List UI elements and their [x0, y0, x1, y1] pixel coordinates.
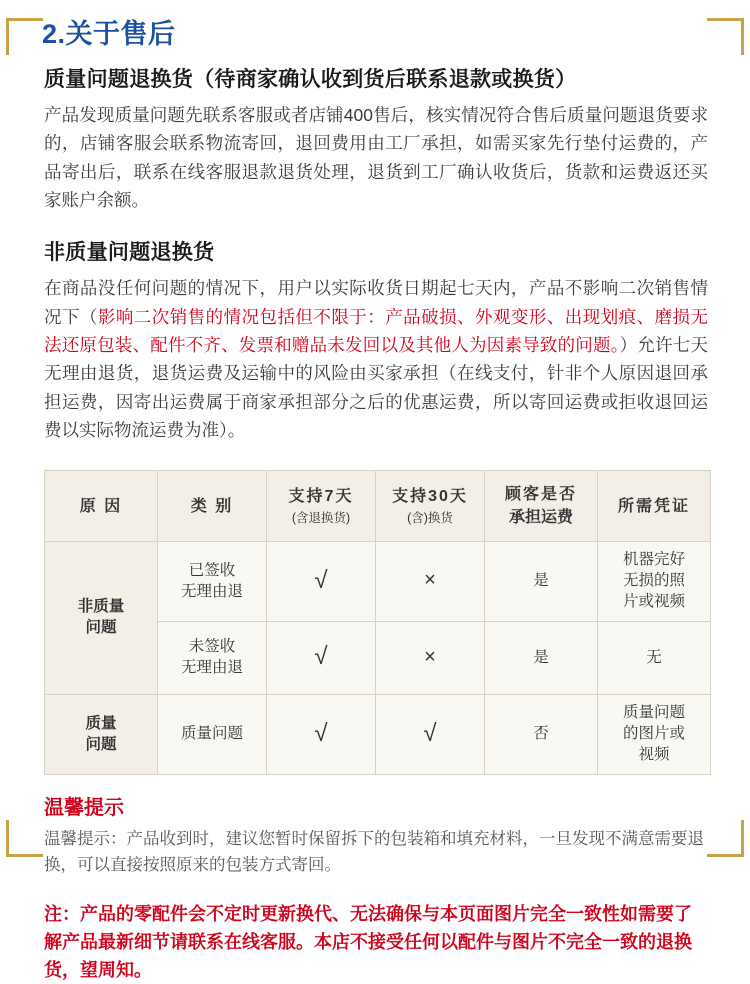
non-quality-body-part1: 在商品没任何问题的情况下，用户以实际收货日期起七天内，产品不影响二次销售情况下（ — [44, 278, 708, 327]
row2-customer-pays-value: 是 — [533, 648, 549, 666]
reason-line-1: 非质量 — [77, 598, 125, 616]
table-body — [45, 542, 711, 775]
row3-evidence — [598, 695, 711, 775]
table-head — [45, 471, 711, 542]
return-policy-table — [44, 470, 711, 775]
row1-customer-pays — [485, 542, 598, 622]
table-row — [45, 542, 711, 622]
row3-support30 — [376, 695, 485, 775]
row1-evidence-line-3: 片或视频 — [622, 593, 685, 611]
tips-title: 温馨提示 — [44, 796, 124, 819]
row1-support7-mark: √ — [314, 566, 328, 594]
header-support30-main: 支持30天 — [392, 488, 468, 506]
row3-category-line-1: 质量问题 — [180, 725, 243, 743]
table-header-customer-pays — [485, 471, 598, 542]
header-support30-sub: (含)换货 — [407, 510, 453, 525]
row3-support7 — [267, 695, 376, 775]
after-sales-document — [0, 12, 750, 980]
tips-body: 温馨提示：产品收到时，建议您暂时保留拆下的包装箱和填充材料，一旦发现不满意需要退换，可以直接按照原来的包装方式寄回。 — [44, 829, 704, 875]
row3-evidence-line-1: 质量问题 — [622, 704, 685, 722]
row3-evidence-line-2: 的图片或 — [622, 725, 685, 743]
corner-decoration-bottom-left — [6, 820, 43, 857]
row-reason-non-quality — [45, 542, 158, 695]
row1-category-line-1: 已签收 — [188, 561, 236, 579]
row2-support7-mark: √ — [314, 643, 328, 671]
row2-category-line-2: 无理由退 — [180, 659, 243, 677]
reason-line-2: 问题 — [85, 619, 117, 637]
quality-return-body: 产品发现质量问题先联系客服或者店铺400售后，核实情况符合售后质量问题退货要求的，店铺客服会联系物流寄回，退回费用由工厂承担，如需买家先行垫付运费的，产品寄出后，联系在线客服退款退货处理，退货到工厂确认收货后，货款和运费返还买家账户余额。 — [44, 105, 708, 211]
table-header-support30 — [376, 471, 485, 542]
row2-evidence-line-1: 无 — [646, 648, 662, 666]
row3-reason-line-1: 质量 — [85, 714, 117, 732]
row2-support30 — [376, 622, 485, 695]
row1-support30-mark: × — [424, 569, 436, 592]
page-title: 2.关于售后 — [42, 19, 176, 49]
row1-category — [158, 542, 267, 622]
corner-decoration-top-right — [707, 18, 744, 55]
table-header-row — [45, 471, 711, 542]
row2-support30-mark: × — [424, 645, 436, 668]
row1-support30 — [376, 542, 485, 622]
non-quality-body-part2: ）允许七天无理由退货，退货运费及运输中的风险由买家承担（在线支付，针非个人原因退回承担运费，因寄出运费属于商家承担部分之后的优惠运费，所以寄回运费或拒收退回运费以实际物流运费为准）。 — [44, 335, 709, 441]
row3-support30-mark: √ — [423, 719, 437, 747]
row3-evidence-line-3: 视频 — [638, 746, 670, 764]
row1-customer-pays-value: 是 — [533, 572, 549, 590]
row2-category — [158, 622, 267, 695]
header-reason-main: 原 因 — [79, 497, 123, 515]
header-category-main: 类 别 — [190, 497, 234, 515]
header-support7-main: 支持7天 — [288, 488, 354, 506]
row1-evidence-line-2: 无损的照 — [622, 572, 685, 590]
row1-support7 — [267, 542, 376, 622]
quality-return-heading: 质量问题退换货（待商家确认收到货后联系退款或换货） — [44, 68, 577, 91]
row-reason-quality — [45, 695, 158, 775]
table-header-evidence — [598, 471, 711, 542]
notice-text: 注：产品的零配件会不定时更新换代、无法确保与本页面图片完全一致性如需要了解产品最新细节请联系在线客服。本店不接受任何以配件与图片不完全一致的退换货，望周知。 — [44, 903, 692, 980]
non-quality-return-heading: 非质量问题退换货 — [44, 241, 215, 265]
non-quality-return-body — [44, 274, 708, 444]
row3-reason-line-2: 问题 — [85, 735, 117, 753]
row3-support7-mark: √ — [314, 719, 328, 747]
row2-evidence — [598, 622, 711, 695]
row2-support7 — [267, 622, 376, 695]
non-quality-body-highlight: 影响二次销售的情况包括但不限于：产品破损、外观变形、出现划痕、磨损无法还原包装、配件不齐、发票和赠品未发回以及其他人为因素导致的问题。 — [44, 306, 708, 356]
row1-evidence — [598, 542, 711, 622]
table-header-category — [158, 471, 267, 542]
table-header-reason — [45, 471, 158, 542]
row1-category-line-2: 无理由退 — [180, 582, 243, 600]
row3-customer-pays-value: 否 — [533, 725, 549, 743]
corner-decoration-bottom-right — [707, 820, 744, 857]
row2-customer-pays — [485, 622, 598, 695]
header-evidence-main: 所需凭证 — [617, 497, 690, 515]
table-row — [45, 695, 711, 775]
row1-evidence-line-1: 机器完好 — [622, 551, 685, 569]
header-customer-pays-sub: 承担运费 — [508, 509, 573, 527]
corner-decoration-top-left — [6, 18, 43, 55]
header-customer-pays-main: 顾客是否 — [504, 485, 577, 503]
return-policy-table-wrapper — [44, 470, 706, 775]
header-support7-sub: (含退换货) — [291, 510, 351, 525]
row3-customer-pays — [485, 695, 598, 775]
row3-category — [158, 695, 267, 775]
row2-category-line-1: 未签收 — [188, 638, 236, 656]
table-header-support7 — [267, 471, 376, 542]
